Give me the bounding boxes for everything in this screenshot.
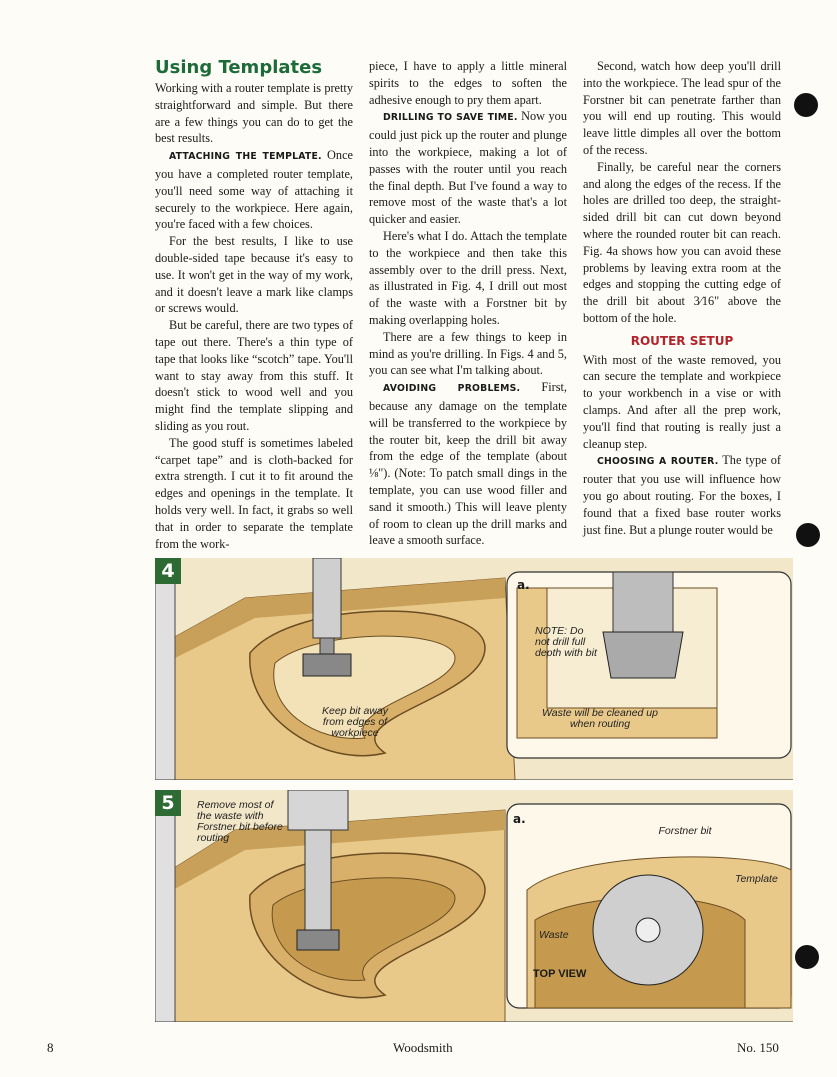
paragraph: AVOIDING PROBLEMS. First, because any damage on the template will be transferred to the workpiece by the router bit, keep the drill bit away from the edge of the template (about ⅛"). (Note: To patch small dings in the template, you can use wood filler and sand it smooth.) This will leave plenty of room to clean up the drill marks and leave a smooth surface. (369, 380, 567, 548)
callout-waste: Waste (539, 929, 569, 941)
column-3 (583, 58, 781, 538)
callout-waste: Waste will be cleaned up when routing (542, 707, 658, 730)
figure-5 (155, 790, 793, 1022)
magazine-name: Woodsmith (393, 1040, 453, 1055)
paragraph: Here's what I do. Attach the template to the workpiece and then take this assembly over to the drill press. Next, as illustrated in Fig. 4, I drill out most of the waste with a Forstner bit by making overlapping holes. (369, 228, 567, 327)
paragraph: With most of the waste removed, you can secure the template and workpiece to your workbench in a vise or with clamps. And after all the prep work, you'll find that routing is really just a cleanup step. (583, 352, 781, 451)
binder-hole (795, 945, 819, 969)
callout-forstner: Forstner bit (658, 825, 712, 837)
runin-heading: DRILLING TO SAVE TIME. (383, 112, 518, 124)
article-title: Using Templates (155, 57, 323, 78)
paragraph: There are a few things to keep in mind as you're drilling. In Figs. 4 and 5, you can see what I'm talking about. (369, 329, 567, 378)
runin-heading: CHOOSING A ROUTER. (597, 456, 719, 468)
paragraph: But be careful, there are two types of tape out there. There's a thin type of tape that looks like “scotch” tape. You'll want to stay away from this stuff. It doesn't stick to wood well and you might find the template slipping and sliding as you rout. (155, 318, 353, 433)
paragraph: CHOOSING A ROUTER. The type of router that you use will influence how you go about routing. For the boxes, I found that a fixed base router works just fine. But a plunge router would be (583, 453, 781, 537)
paragraph: For the best results, I like to use double-sided tape because it's easy to use. It won't get in the way of my work, and it doesn't leave a mark like clamps or screws would. (155, 234, 353, 316)
runin-heading: ATTACHING THE TEMPLATE. (169, 151, 322, 163)
paragraph: Finally, be careful near the corners and along the edges of the recess. If the holes are drilled too deep, the straight-sided drill bit can cut down beyond where the rounded router bit can reach. Fig. 4a shows how you can avoid these problems by leaving extra room at the edges and stopping the cutting edge of the drill bit about 3⁄16" above the bottom of the hole. (583, 159, 781, 325)
runin-heading: AVOIDING PROBLEMS. (383, 383, 521, 395)
callout-keep-bit: Keep bit away from edges of workpiece (322, 705, 388, 739)
detail-label: a. (517, 578, 530, 592)
view-label: TOP VIEW (533, 968, 587, 980)
paragraph: piece, I have to apply a little mineral spirits to the edges to soften the adhesive enough to pry them apart. (369, 59, 567, 107)
callout-note: NOTE: Do not drill full depth with bit (535, 625, 597, 659)
binder-hole (796, 523, 820, 547)
issue-number: No. 150 (737, 1040, 779, 1055)
column-2 (369, 58, 567, 549)
intro-paragraph: Working with a router template is pretty straightforward and simple. But there are a few things you can do to get the best results. (155, 81, 353, 146)
binder-hole (794, 93, 818, 117)
column-1 (155, 58, 353, 552)
detail-label: a. (513, 812, 526, 826)
callout-template: Template (735, 873, 778, 885)
page-number: 8 (47, 1040, 54, 1055)
section-heading: ROUTER SETUP (630, 333, 734, 348)
paragraph: DRILLING TO SAVE TIME. Now you could just pick up the router and plunge into the workpiece, making a lot of passes with the router until you reach the final depth. But I've found a way to remove most of the waste that's a lot quicker and easier. (369, 109, 567, 227)
paragraph: Second, watch how deep you'll drill into the workpiece. The lead spur of the Forstner bit can penetrate farther than you will end up routing. This would leave little dimples all over the bottom of the recess. (583, 59, 781, 157)
figure-number: 4 (155, 558, 181, 584)
callout-remove-waste: Remove most of the waste with Forstner bit before routing (197, 799, 283, 844)
figure-4 (155, 558, 793, 780)
figure-number: 5 (155, 790, 181, 816)
paragraph: The good stuff is sometimes labeled “carpet tape” and is cloth-backed for extra strength. I cut it to fit around the edges and openings in the template. It holds very well. In fact, it grabs so well that in order to separate the template from the work- (155, 435, 353, 551)
paragraph: ATTACHING THE TEMPLATE. Once you have a completed router template, you'll need some way of attaching it securely to the workpiece. Here again, you're faced with a few choices. (155, 148, 353, 232)
figure-4-illustration (155, 558, 793, 780)
